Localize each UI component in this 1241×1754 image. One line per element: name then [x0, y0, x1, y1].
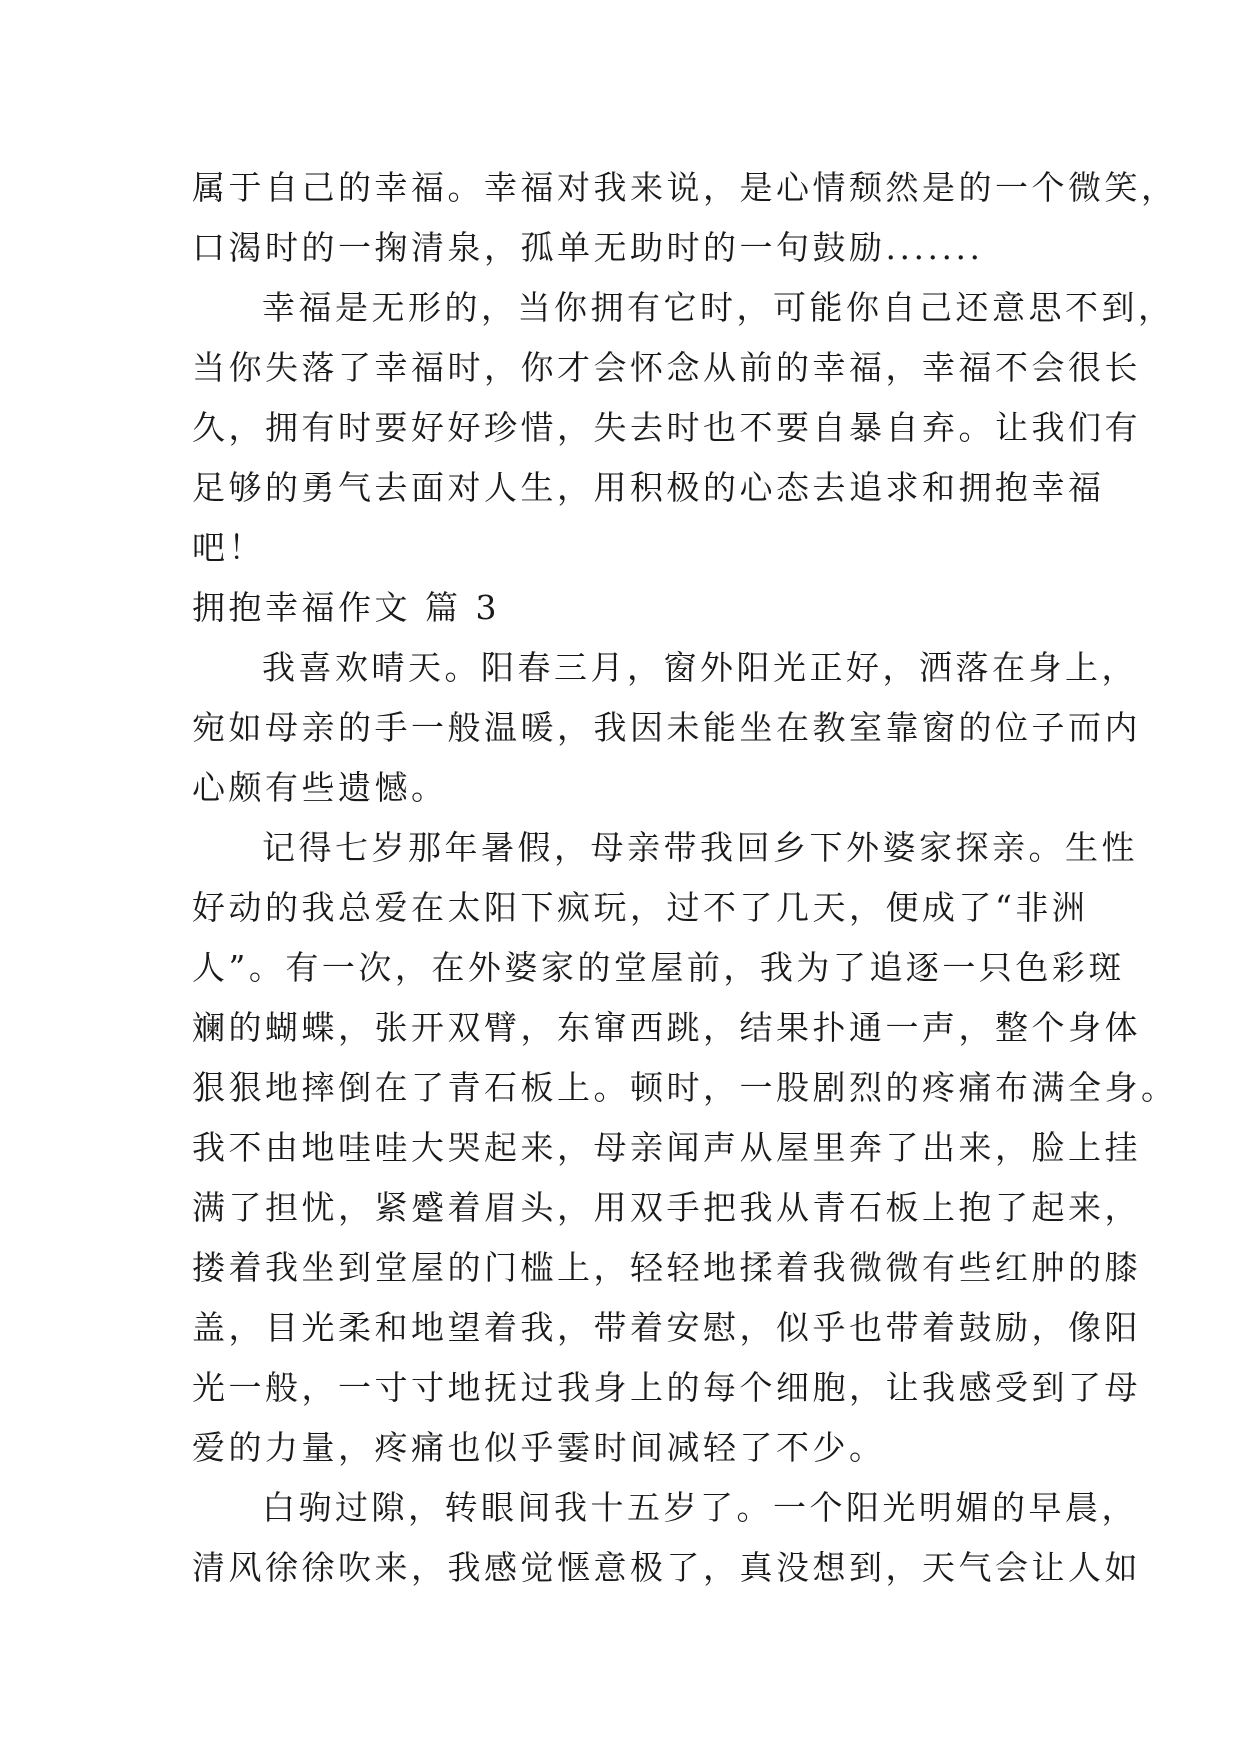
text-line: 口渴时的一掬清泉，孤单无助时的一句鼓励....... — [192, 228, 984, 267]
text-line: 盖，目光柔和地望着我，带着安慰，似乎也带着鼓励，像阳 — [192, 1308, 1141, 1347]
section-heading: 拥抱幸福作文 篇 3 — [192, 588, 500, 627]
text-line: 搂着我坐到堂屋的门槛上，轻轻地揉着我微微有些红肿的膝 — [192, 1248, 1141, 1287]
text-line: 宛如母亲的手一般温暖，我因未能坐在教室靠窗的位子而内 — [192, 708, 1141, 747]
text-line: 我不由地哇哇大哭起来，母亲闻声从屋里奔了出来，脸上挂 — [192, 1128, 1141, 1167]
text-line: 足够的勇气去面对人生，用积极的心态去追求和拥抱幸福 — [192, 468, 1105, 507]
text-line: 吧！ — [192, 528, 265, 567]
text-line: 久，拥有时要好好珍惜，失去时也不要自暴自弃。让我们有 — [192, 408, 1141, 447]
essay-text — [192, 158, 1178, 1598]
text-line: 爱的力量，疼痛也似乎霎时间减轻了不少。 — [192, 1428, 886, 1467]
text-line: 斓的蝴蝶，张开双臂，东窜西跳，结果扑通一声，整个身体 — [192, 1008, 1141, 1047]
text-line: 我喜欢晴天。阳春三月，窗外阳光正好，洒落在身上， — [262, 648, 1138, 687]
text-line: 满了担忧，紧蹙着眉头，用双手把我从青石板上抱了起来， — [192, 1188, 1141, 1227]
text-line: 当你失落了幸福时，你才会怀念从前的幸福，幸福不会很长 — [192, 348, 1141, 387]
text-line: 心颇有些遗憾。 — [192, 768, 448, 807]
text-line: 记得七岁那年暑假，母亲带我回乡下外婆家探亲。生性 — [262, 828, 1138, 867]
text-line: 狠狠地摔倒在了青石板上。顿时，一股剧烈的疼痛布满全身。 — [192, 1068, 1178, 1107]
text-line: 幸福是无形的，当你拥有它时，可能你自己还意思不到， — [262, 288, 1175, 327]
text-line: 好动的我总爱在太阳下疯玩，过不了几天，便成了“非洲 — [192, 888, 1089, 927]
text-line: 光一般，一寸寸地抚过我身上的每个细胞，让我感受到了母 — [192, 1368, 1141, 1407]
text-line: 属于自己的幸福。幸福对我来说，是心情颓然是的一个微笑， — [192, 168, 1178, 207]
text-line: 白驹过隙，转眼间我十五岁了。一个阳光明媚的早晨， — [262, 1488, 1138, 1527]
text-line: 人”。有一次，在外婆家的堂屋前，我为了追逐一只色彩斑 — [192, 948, 1125, 987]
text-line: 清风徐徐吹来，我感觉惬意极了，真没想到，天气会让人如 — [192, 1548, 1141, 1587]
